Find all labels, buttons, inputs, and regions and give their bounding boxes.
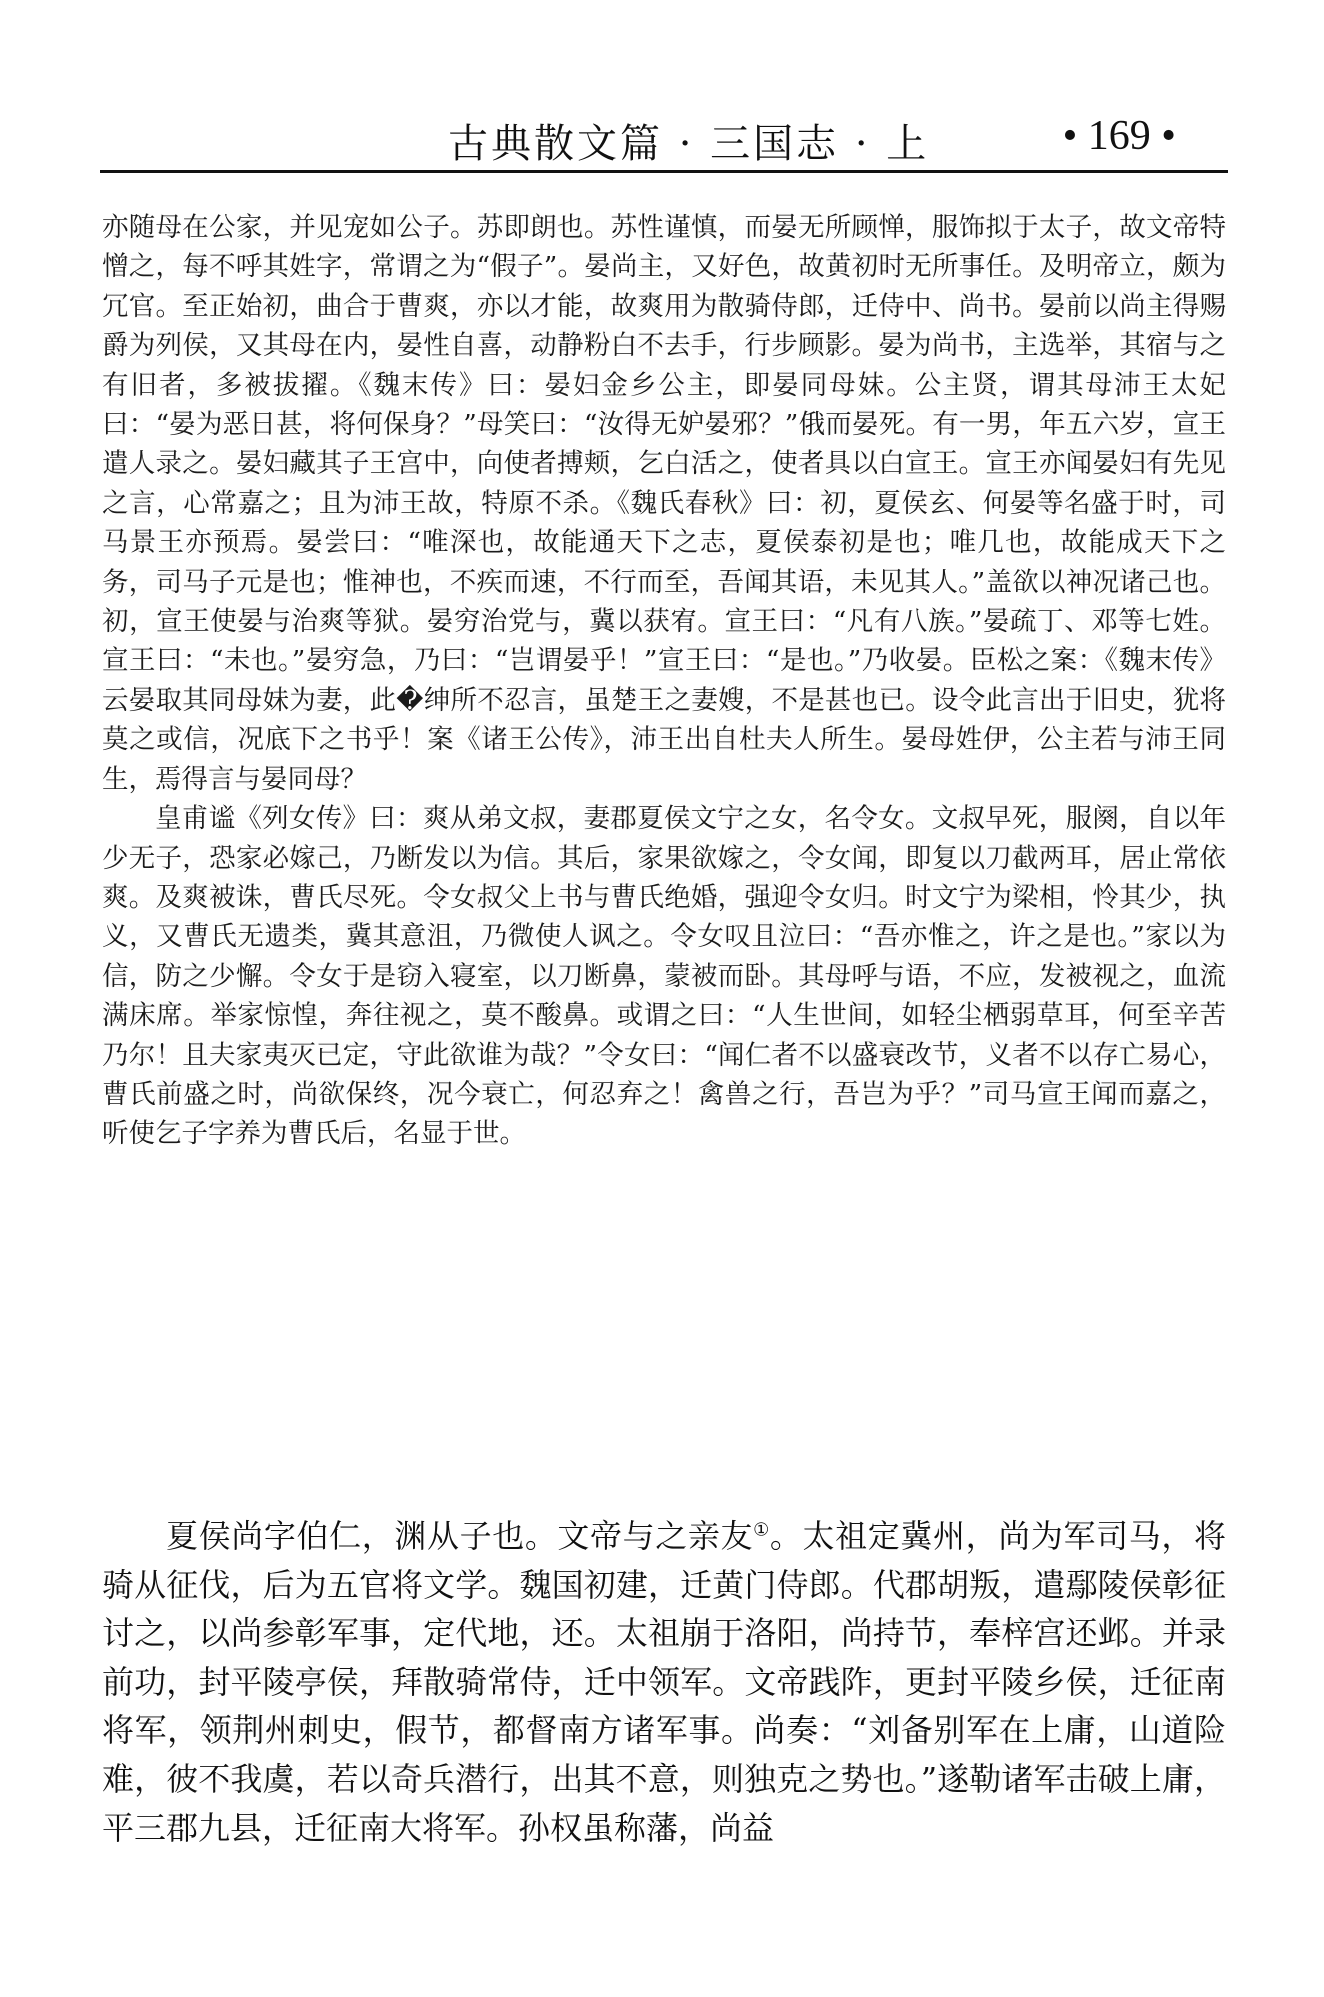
footnote-marker[interactable]: ①: [753, 1519, 770, 1541]
annotation-block: [102, 208, 1226, 1154]
annotation-paragraph: 皇甫谧《列女传》曰：爽从弟文叔，妻郡夏侯文宁之女，名令女。文叔早死，服阕，自以年少无子，恐家必嫁己，乃断发以为信。其后，家果欲嫁之，令女闻，即复以刀截两耳，居止常依爽。及爽被诛，曹氏尽死。令女叔父上书与曹氏绝婚，强迎令女归。时文宁为梁相，怜其少，执义，又曹氏无遗类，冀其意沮，乃微使人讽之。令女叹且泣曰：“吾亦惟之，许之是也。”家以为信，防之少懈。令女于是窃入寝室，以刀断鼻，蒙被而卧。其母呼与语，不应，发被视之，血流满床席。举家惊惶，奔往视之，莫不酸鼻。或谓之曰：“人生世间，如轻尘栖弱草耳，何至辛苦乃尔！且夫家夷灭已定，守此欲谁为哉？”令女曰：“闻仁者不以盛衰改节，义者不以存亡易心，曹氏前盛之时，尚欲保终，况今衰亡，何忍弃之！禽兽之行，吾岂为乎？”司马宣王闻而嘉之，听使乞子字养为曹氏后，名显于世。: [102, 803, 1226, 1150]
main-text-part: 。太祖定冀州，尚为军司马，将骑从征伐，后为五官将文学。魏国初建，迁黄门侍郎。代郡胡叛，遣鄢陵侯彰征讨之，以尚参彰军事，定代地，还。太祖崩于洛阳，尚持节，奉梓宫还邺。并录前功，封平陵亭侯，拜散骑常侍，迁中领军。文帝践阼，更封平陵乡侯，迁征南将军，领荆州刺史，假节，都督南方诸军事。尚奏：“刘备别军在上庸，山道险难，彼不我虞，若以奇兵潜行，出其不意，则独克之势也。”遂勒诸军击破上庸，平三郡九县，迁征南大将军。孙权虽称藩，尚益: [102, 1517, 1226, 1847]
main-text-part: 夏侯尚字伯仁，渊从子也。文帝与之亲友: [166, 1517, 754, 1555]
header-rule: [100, 170, 1228, 173]
main-paragraph: [102, 1512, 1226, 1852]
running-header: [100, 110, 1228, 174]
main-text-block: [102, 1512, 1226, 1852]
page-number: • 169 •: [1062, 113, 1176, 159]
book-title: 古典散文篇 · 三国志 · 上: [448, 121, 930, 167]
annotation-paragraph: 亦随母在公家，并见宠如公子。苏即朗也。苏性谨慎，而晏无所顾惮，服饰拟于太子，故文帝特憎之，每不呼其姓字，常谓之为“假子”。晏尚主，又好色，故黄初时无所事任。及明帝立，颇为冗官。至正始初，曲合于曹爽，亦以才能，故爽用为散骑侍郎，迁侍中、尚书。晏前以尚主得赐爵为列侯，又其母在内，晏性自喜，动静粉白不去手，行步顾影。晏为尚书，主选举，其宿与之有旧者，多被拔擢。《魏末传》曰：晏妇金乡公主，即晏同母妹。公主贤，谓其母沛王太妃曰：“晏为恶日甚，将何保身？”母笑曰：“汝得无妒晏邪？”俄而晏死。有一男，年五六岁，宣王遣人录之。晏妇藏其子王宫中，向使者搏颊，乞白活之，使者具以白宣王。宣王亦闻晏妇有先见之言，心常嘉之；且为沛王故，特原不杀。《魏氏春秋》曰：初，夏侯玄、何晏等名盛于时，司马景王亦预焉。晏尝曰：“唯深也，故能通天下之志，夏侯泰初是也；唯几也，故能成天下之务，司马子元是也；惟神也，不疾而速，不行而至，吾闻其语，未见其人。”盖欲以神况诸己也。初，宣王使晏与治爽等狱。晏穷治党与，冀以获宥。宣王曰：“凡有八族。”晏疏丁、邓等七姓。宣王曰：“未也。”晏穷急，乃曰：“岂谓晏乎！”宣王曰：“是也。”乃收晏。臣松之案：《魏末传》云晏取其同母妹为妻，此�绅所不忍言，虽楚王之妻嫂，不是甚也已。设令此言出于旧史，犹将莫之或信，况底下之书乎！案《诸王公传》，沛王出自杜夫人所生。晏母姓伊，公主若与沛王同生，焉得言与晏同母？: [102, 212, 1226, 795]
